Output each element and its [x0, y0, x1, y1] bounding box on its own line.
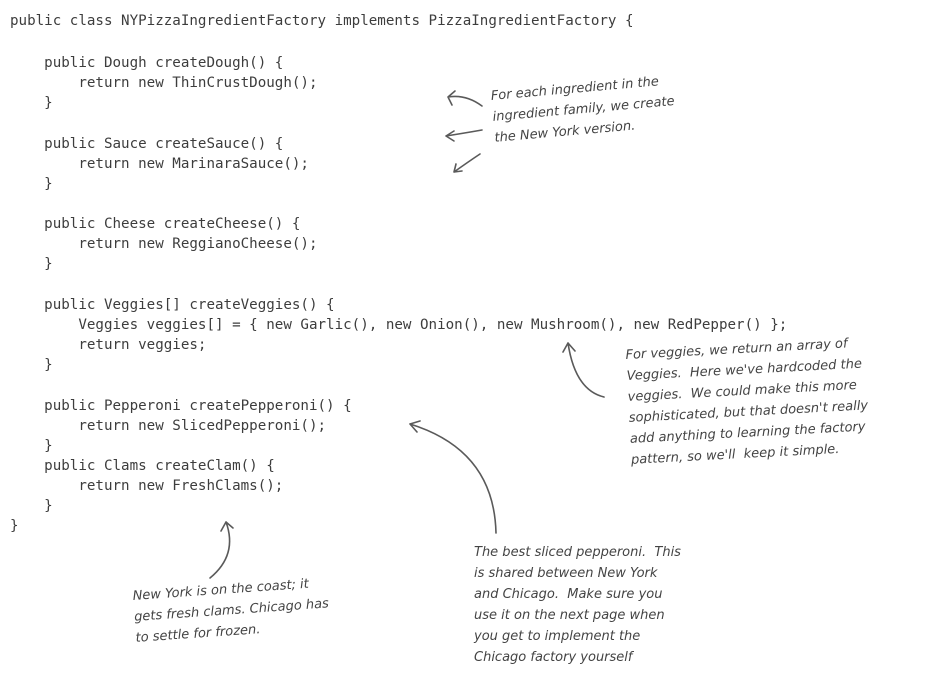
create-sauce-close: }	[10, 176, 53, 192]
create-cheese-body: return new ReggianoCheese();	[10, 236, 318, 252]
create-cheese-close: }	[10, 256, 53, 272]
create-cheese-signature: public Cheese createCheese() {	[10, 216, 301, 232]
arrow-to-family-icon	[446, 130, 482, 141]
create-clam-close: }	[10, 498, 53, 514]
create-dough-body: return new ThinCrustDough();	[10, 75, 318, 91]
clams-note: New York is on the coast; it gets fresh clams. Chicago has to settle for frozen.	[132, 576, 330, 646]
pepperoni-note: The best sliced pepperoni. This is shared between New York and Chicago. Make sure you use it on the next page when you get to implement the Chicago factory yourself	[474, 545, 681, 665]
class-close: }	[10, 518, 19, 534]
create-dough-close: }	[10, 95, 53, 111]
create-veggies-signature: public Veggies[] createVeggies() {	[10, 297, 335, 313]
create-pepperoni-close: }	[10, 438, 53, 454]
create-veggies-close: }	[10, 357, 53, 373]
create-pepperoni-body: return new SlicedPepperoni();	[10, 418, 327, 434]
arrow-to-sauce-icon	[454, 154, 480, 172]
create-dough-signature: public Dough createDough() {	[10, 55, 284, 71]
arrow-to-dough-icon	[448, 91, 482, 106]
class-declaration-line: public class NYPizzaIngredientFactory implements PizzaIngredientFactory {	[10, 13, 634, 29]
create-sauce-signature: public Sauce createSauce() {	[10, 136, 284, 152]
veggies-note: For veggies, we return an array of Veggies. Here we've hardcoded the veggies. We could make this more sophisticated, but that doesn't really add anything to learning the factory pattern, so we'll keep it simple.	[625, 336, 869, 468]
arrow-to-pepperoni-icon	[410, 421, 496, 533]
create-sauce-body: return new MarinaraSauce();	[10, 156, 309, 172]
create-clam-signature: public Clams createClam() {	[10, 458, 275, 474]
arrow-to-clams-icon	[210, 522, 233, 578]
create-clam-body: return new FreshClams();	[10, 478, 284, 494]
arrow-to-veggies-icon	[563, 343, 604, 397]
create-pepperoni-signature: public Pepperoni createPepperoni() {	[10, 398, 352, 414]
ingredient-family-note: For each ingredient in the ingredient family, we create the New York version.	[490, 74, 676, 146]
create-veggies-array: Veggies veggies[] = { new Garlic(), new Onion(), new Mushroom(), new RedPepper() };	[10, 317, 788, 333]
create-veggies-return: return veggies;	[10, 337, 207, 353]
